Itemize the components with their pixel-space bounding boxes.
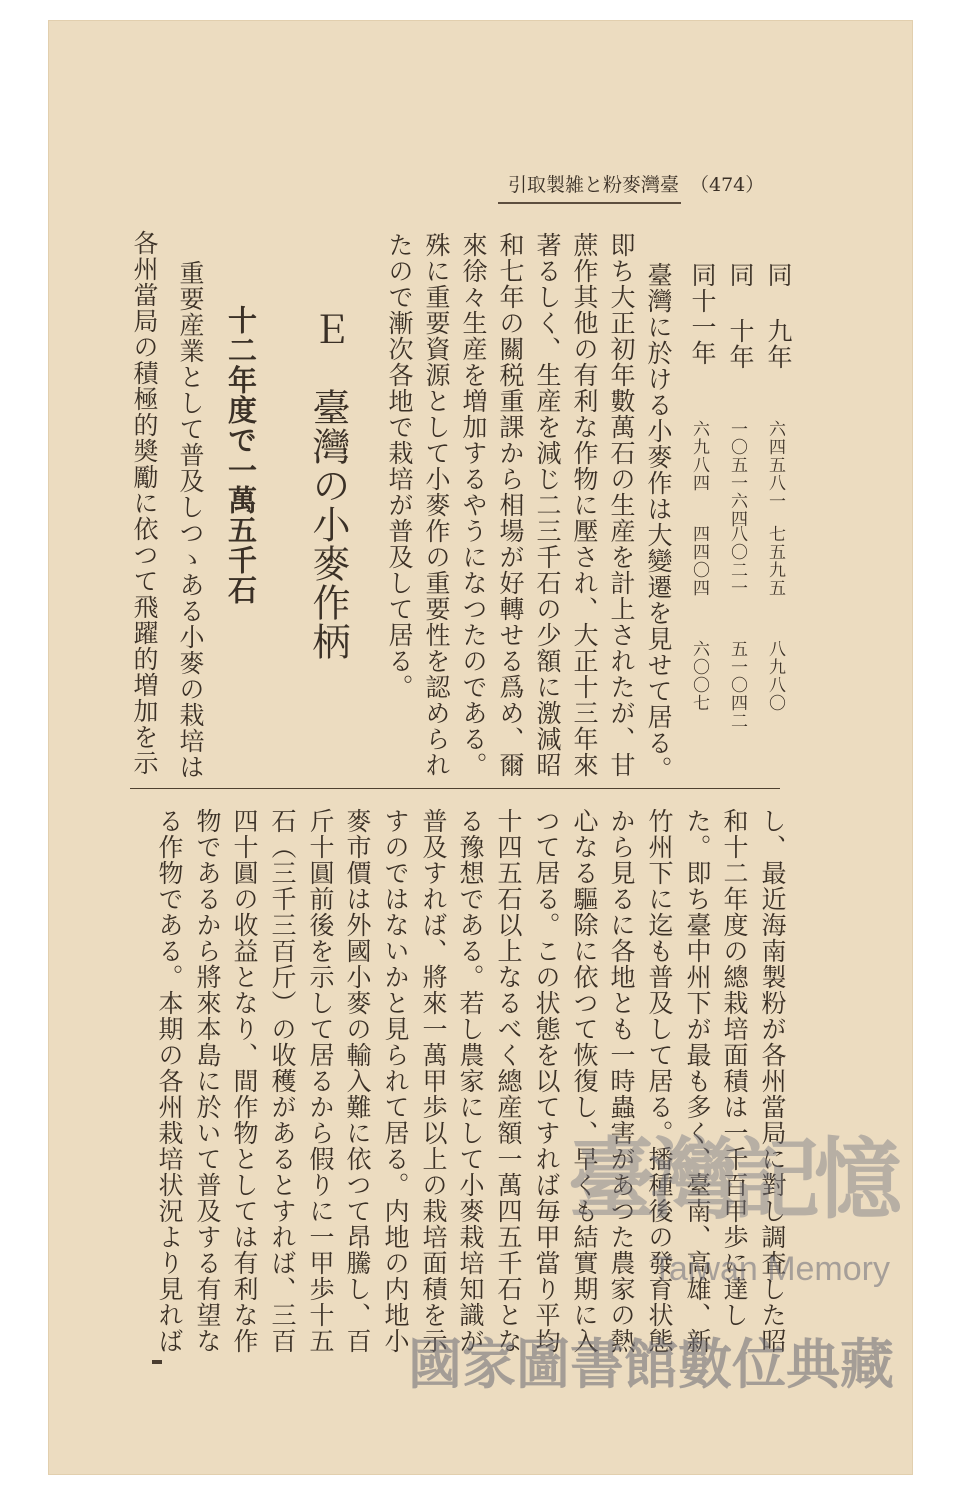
lower-text-line: 心なる驅除に依つて恢復し、早くも結實期に入 [570, 808, 599, 1354]
lower-text-line: つて居る。この状態を以てすれば毎甲當り平均 [532, 808, 561, 1354]
lower-text-line: 斤十圓前後を示して居るから假りに一甲歩十五 [306, 808, 335, 1354]
lower-text-line: 麥市價は外國小麥の輸入難に依つて昂騰し、百 [343, 808, 372, 1354]
lower-text-line: た。即ち臺中州下が最も多く、臺南、高雄、新 [683, 808, 712, 1354]
table-row-label: 同 十年 [726, 262, 755, 370]
page-number: （474） [690, 174, 765, 196]
lower-text-line: 和十二年度の總栽培面積は一千百甲歩に達し [720, 808, 749, 1328]
watermark-logo: 臺灣記憶 [567, 1128, 896, 1231]
paragraph-line: 和七年の關税重課から相場が好轉せる爲め、爾 [496, 232, 525, 778]
header-title: 引取製雑と粉麥灣臺 [508, 174, 680, 196]
watermark-english: Taiwan Memory [651, 1250, 890, 1288]
table-figure: 八〇二一 [727, 525, 747, 597]
paragraph-line: 蔗作其他の有利な作物に壓され、大正十三年來 [570, 232, 599, 778]
subsection-line-1: 重要産業として普及しつゝある小麥の栽培は [176, 260, 205, 780]
table-figure: 五一〇四二 [727, 640, 747, 730]
continuation-mark [152, 1360, 162, 1364]
lower-text-line: 石（三千三百斤）の收穫があるとすれば、三百 [268, 808, 297, 1354]
section-heading: Ｅ 臺灣の小麥作柄 [306, 310, 350, 661]
lower-text-line: る作物である。本期の各州栽培状況より見れば [155, 808, 184, 1354]
lower-text-line: 物であるから將來本島に於いて普及する有望な [193, 808, 222, 1354]
lower-text-line: し、最近海南製粉が各州當局に對し調査した昭 [758, 808, 787, 1354]
running-header [508, 170, 768, 200]
paragraph-line: 殊に重要資源として小麥作の重要性を認められ [422, 232, 451, 778]
lower-text-line: から見るに各地とも一時蟲害があつた農家の熱 [607, 808, 636, 1354]
table-figure: 六九八四 [689, 420, 709, 492]
lower-text-line: 十四五石以上なるべく總産額一萬四五千石とな [494, 808, 523, 1354]
paragraph-line: 臺灣に於ける小麥作は大變遷を見せて居る。 [644, 262, 673, 782]
watermark-chinese: 國家圖書館數位典藏 [408, 1333, 894, 1396]
paragraph-line: 著るしく、生産を減じ二三千石の少額に激減昭 [533, 232, 562, 778]
lower-text-line: 四十圓の收益となり、間作物としては有利な作 [230, 808, 259, 1354]
paragraph-line: たので漸次各地で栽培が普及して居る。 [385, 232, 414, 700]
table-figure: 八九八〇 [765, 640, 785, 712]
table-figure: 六〇〇七 [689, 640, 709, 712]
subsection-heading: 十二年度で一萬五千石 [224, 305, 258, 605]
subsection-line-2: 各州當局の積極的奬勵に依つて飛躍的増加を示 [130, 230, 159, 776]
paragraph-line: 即ち大正初年數萬石の生産を計上されたが、甘 [607, 232, 636, 778]
lower-text-line: る豫想である。若し農家にして小麥栽培知識が [456, 808, 485, 1354]
lower-text-line: すのではないかと見られて居る。内地の内地小 [381, 808, 410, 1354]
table-row-label: 同 九年 [764, 262, 793, 370]
table-row-label: 同十一年 [688, 262, 717, 366]
bleed-through-text [262, 240, 292, 264]
table-figure: 四四〇四 [689, 525, 709, 597]
lower-text-line: 竹州下に迄も普及して居る。播種後の發育状態 [645, 808, 674, 1354]
section-divider [130, 788, 780, 789]
header-underline [498, 202, 681, 204]
lower-text-line: 普及すれば、將來一萬甲歩以上の栽培面積を示 [419, 808, 448, 1354]
table-figure: 六四五八一 [765, 420, 785, 510]
table-figure: 七五九五 [765, 525, 785, 597]
paragraph-line: 來徐々生産を増加するやうになつたのである。 [459, 232, 488, 778]
table-figure: 一〇五一六四 [727, 420, 747, 528]
